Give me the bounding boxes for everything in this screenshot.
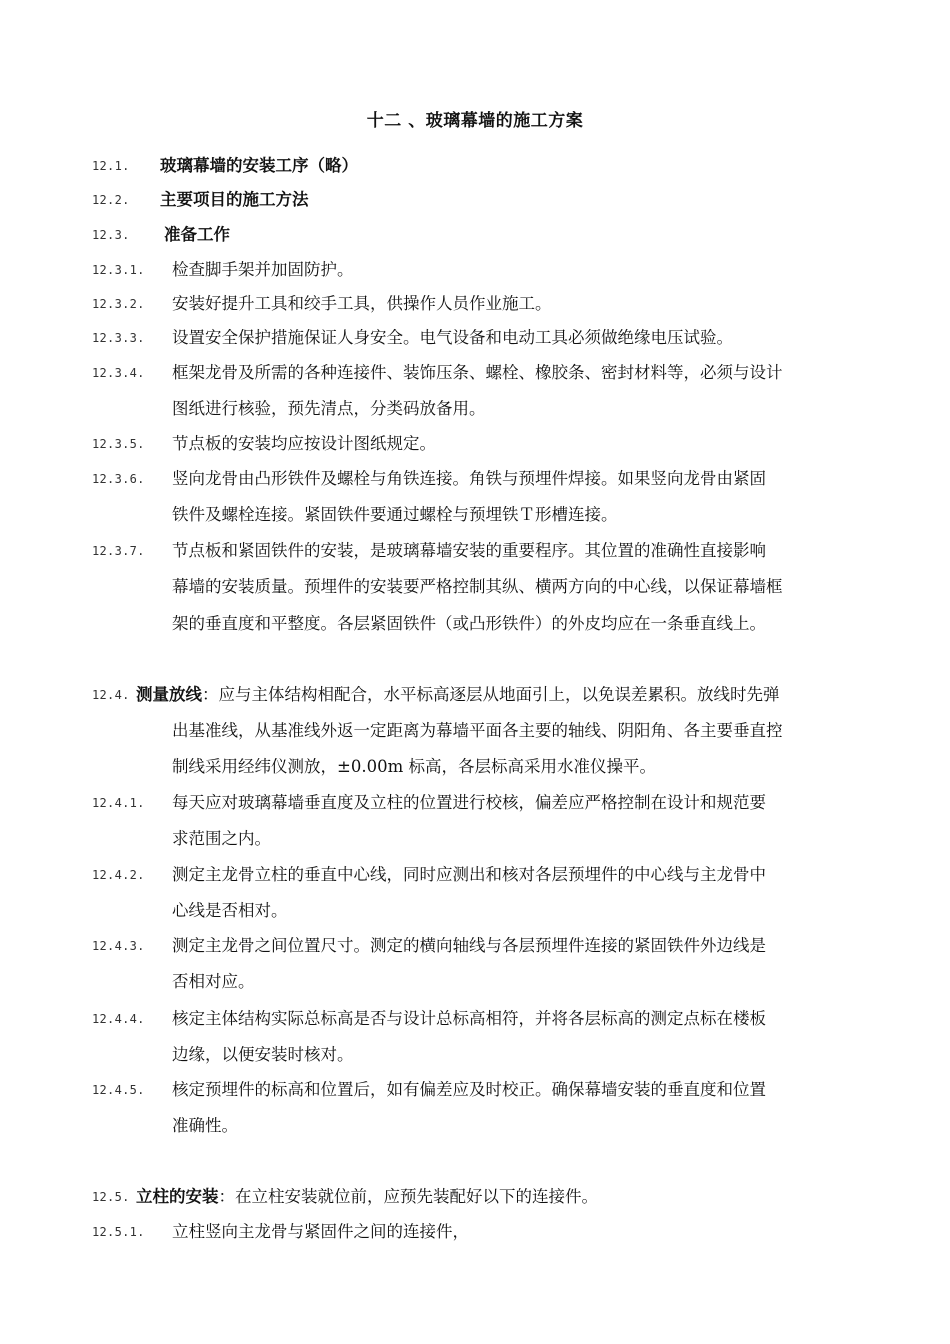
item-text: 节点板和紧固铁件的安装，是玻璃幕墙安装的重要程序。其位置的准确性直接影响	[172, 541, 766, 560]
item-number: 12.3.5.	[92, 437, 145, 451]
page-title: 十二 、玻璃幕墙的施工方案	[366, 111, 584, 131]
item-text: 测定主龙骨立柱的垂直中心线，同时应测出和核对各层预埋件的中心线与主龙骨中	[172, 865, 766, 884]
item-text: 竖向龙骨由凸形铁件及螺栓与角铁连接。角铁与预埋件焊接。如果竖向龙骨由紧固	[172, 469, 766, 488]
section-text: ：在立柱安装就位前，应预先装配好以下的连接件。	[218, 1187, 598, 1206]
item-text: 否相对应。	[172, 972, 255, 991]
section-paragraph	[136, 685, 780, 705]
item-text: 准确性。	[172, 1116, 238, 1135]
item-number: 12.3.7.	[92, 544, 145, 558]
item-text: 框架龙骨及所需的各种连接件、装饰压条、螺栓、橡胶条、密封材料等，必须与设计	[172, 363, 783, 382]
section-heading: 玻璃幕墙的安装工序（略）	[160, 156, 358, 175]
item-text: 心线是否相对。	[172, 901, 288, 920]
item-number: 12.5.1.	[92, 1225, 145, 1239]
item-number: 12.4.5.	[92, 1083, 145, 1097]
item-text: 图纸进行核验，预先清点，分类码放备用。	[172, 399, 486, 418]
item-number: 12.4.4.	[92, 1012, 145, 1026]
item-text: 测定主龙骨之间位置尺寸。测定的横向轴线与各层预埋件连接的紧固铁件外边线是	[172, 936, 766, 955]
section-number: 12.4.	[92, 688, 130, 702]
section-heading: 主要项目的施工方法	[160, 190, 309, 209]
item-text: 铁件及螺栓连接。紧固铁件要通过螺栓与预埋铁Ｔ形槽连接。	[172, 505, 618, 524]
section-number: 12.1.	[92, 159, 130, 173]
item-text: 立柱竖向主龙骨与紧固件之间的连接件，	[172, 1222, 469, 1241]
item-text: 核定预埋件的标高和位置后，如有偏差应及时校正。确保幕墙安装的垂直度和位置	[172, 1080, 766, 1099]
item-number: 12.3.6.	[92, 472, 145, 486]
item-text: 节点板的安装均应按设计图纸规定。	[172, 434, 436, 453]
item-text: 设置安全保护措施保证人身安全。电气设备和电动工具必须做绝缘电压试验。	[172, 328, 733, 347]
item-number: 12.4.3.	[92, 939, 145, 953]
item-text: 核定主体结构实际总标高是否与设计总标高相符，并将各层标高的测定点标在楼板	[172, 1009, 766, 1028]
section-text: 制线采用经纬仪测放，±0.00m 标高，各层标高采用水准仪操平。	[172, 757, 656, 776]
item-text: 幕墙的安装质量。预埋件的安装要严格控制其纵、横两方向的中心线，以保证幕墙框	[172, 577, 783, 596]
section-text: 出基准线，从基准线外返一定距离为幕墙平面各主要的轴线、阴阳角、各主要垂直控	[172, 721, 783, 740]
item-text: 架的垂直度和平整度。各层紧固铁件（或凸形铁件）的外皮均应在一条垂直线上。	[172, 614, 766, 633]
item-number: 12.3.1.	[92, 263, 145, 277]
item-text: 求范围之内。	[172, 829, 271, 848]
section-heading: 测量放线	[136, 685, 202, 704]
item-text: 安装好提升工具和绞手工具，供操作人员作业施工。	[172, 294, 552, 313]
item-number: 12.4.1.	[92, 796, 145, 810]
section-number: 12.2.	[92, 193, 130, 207]
section-text: ：应与主体结构相配合，水平标高逐层从地面引上，以免误差累积。放线时先弹	[202, 685, 780, 704]
item-text: 边缘，以便安装时核对。	[172, 1045, 354, 1064]
item-number: 12.3.4.	[92, 366, 145, 380]
item-number: 12.4.2.	[92, 868, 145, 882]
item-number: 12.3.2.	[92, 297, 145, 311]
item-number: 12.3.3.	[92, 331, 145, 345]
section-number: 12.3.	[92, 228, 130, 242]
section-number: 12.5.	[92, 1190, 130, 1204]
section-paragraph	[136, 1187, 598, 1207]
section-heading: 准备工作	[164, 225, 230, 244]
section-heading: 立柱的安装	[136, 1187, 219, 1206]
item-text: 检查脚手架并加固防护。	[172, 260, 354, 279]
item-text: 每天应对玻璃幕墙垂直度及立柱的位置进行校核，偏差应严格控制在设计和规范要	[172, 793, 766, 812]
